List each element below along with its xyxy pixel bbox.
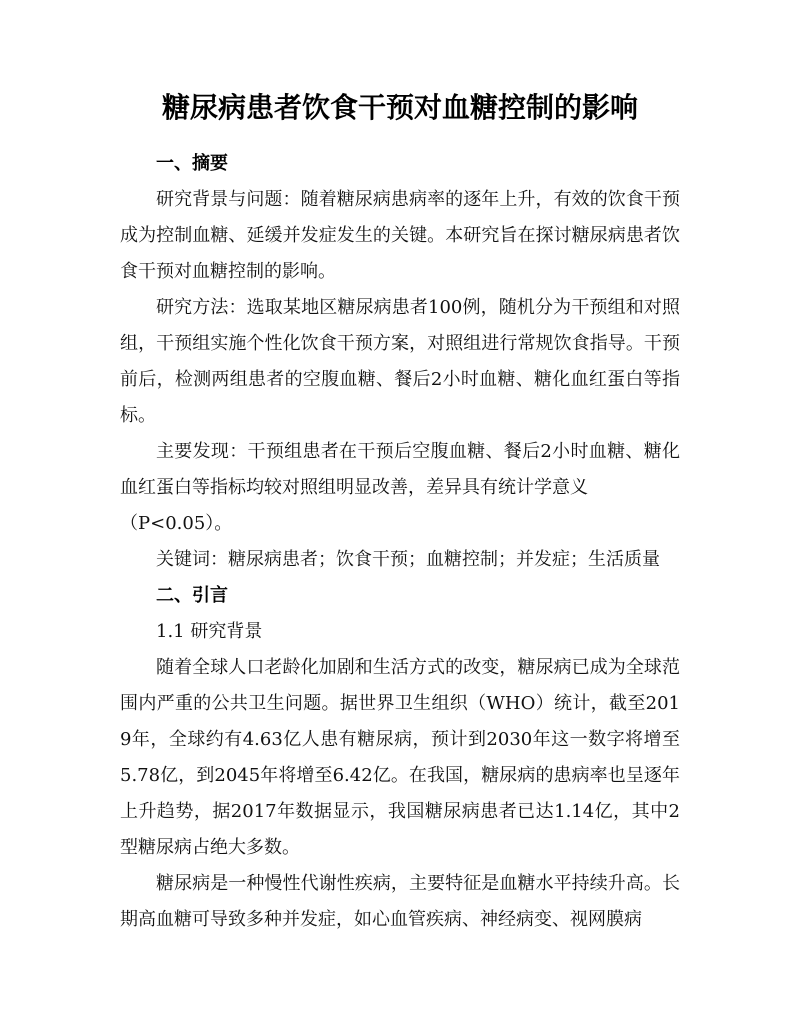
abstract-methods-paragraph: 研究方法：选取某地区糖尿病患者100例，随机分为干预组和对照组，干预组实施个性化饮食干预方案，对照组进行常规饮食指导。干预前后，检测两组患者的空腹血糖、餐后2小时血糖、糖化血红蛋白等指标。 [120, 297, 680, 426]
introduction-paragraph-2: 糖尿病是一种慢性代谢性疾病，主要特征是血糖水平持续升高。长期高血糖可导致多种并发症，如心血管疾病、神经病变、视网膜病 [120, 873, 680, 930]
keywords-line: 关键词：糖尿病患者；饮食干预；血糖控制；并发症；生活质量 [156, 549, 660, 570]
abstract-background-paragraph: 研究背景与问题：随着糖尿病患病率的逐年上升，有效的饮食干预成为控制血糖、延缓并发症发生的关键。本研究旨在探讨糖尿病患者饮食干预对血糖控制的影响。 [120, 189, 680, 282]
introduction-paragraph-1: 随着全球人口老龄化加剧和生活方式的改变，糖尿病已成为全球范围内严重的公共卫生问题。据世界卫生组织（WHO）统计，截至2019年，全球约有4.63亿人患有糖尿病，预计到2030年这一数字将增至5.78亿，到2045年将增至6.42亿。在我国，糖尿病的患病率也呈逐年上升趋势，据2017年数据显示，我国糖尿病患者已达1.14亿，其中2型糖尿病占绝大多数。 [120, 657, 680, 858]
document-body [120, 146, 680, 938]
section-heading-introduction: 二、引言 [156, 585, 228, 606]
document-title: 糖尿病患者饮食干预对血糖控制的影响 [161, 91, 638, 124]
abstract-findings-significance: （P<0.05）。 [120, 513, 233, 534]
section-heading-abstract: 一、摘要 [156, 153, 228, 174]
subsection-heading-background: 1.1 研究背景 [156, 621, 263, 642]
abstract-findings-paragraph: 主要发现：干预组患者在干预后空腹血糖、餐后2小时血糖、糖化血红蛋白等指标均较对照组明显改善，差异具有统计学意义 [120, 441, 680, 498]
